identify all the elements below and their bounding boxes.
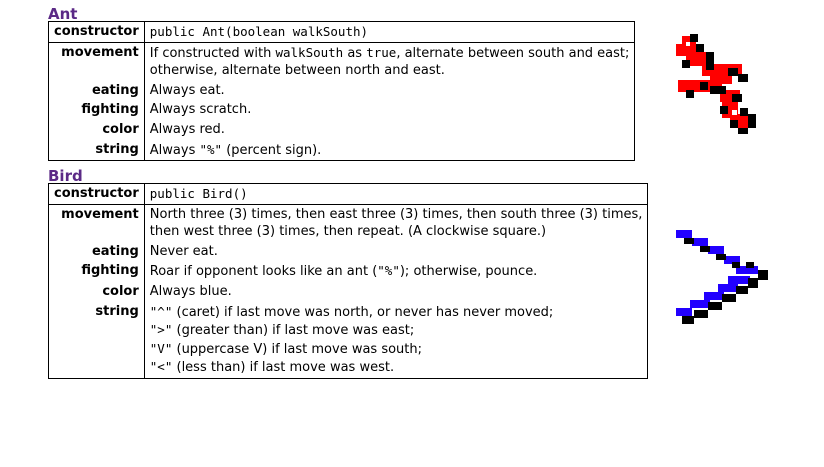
bird-fighting-key: fighting	[49, 261, 145, 282]
bird-string-code-less: "<"	[149, 359, 173, 375]
bird-fighting-row	[49, 261, 648, 282]
ant-fighting-row	[49, 100, 635, 120]
bird-section-title: Bird	[48, 167, 83, 185]
bird-string-line-3: (uppercase V) if last move was south;	[172, 341, 423, 357]
ant-fighting-key: fighting	[49, 100, 145, 120]
ant-movement-code-walksouth: walkSouth	[275, 44, 344, 60]
bird-fighting-value	[144, 261, 648, 282]
ant-string-code: "%"	[199, 141, 223, 157]
bird-color-key: color	[49, 282, 145, 302]
ant-string-value	[144, 140, 635, 161]
bird-string-line-4: (less than) if last move was west.	[172, 360, 395, 376]
bird-string-code-caret: "^"	[149, 303, 173, 319]
bird-fighting-code: "%"	[377, 263, 400, 279]
ant-constructor-row	[49, 22, 635, 43]
ant-string-row	[49, 140, 635, 161]
bird-string-code-greater: ">"	[149, 322, 173, 338]
ant-color-key: color	[49, 120, 145, 140]
ant-movement-key: movement	[49, 42, 145, 81]
bird-string-value	[144, 302, 648, 379]
ant-section-title: Ant	[48, 5, 78, 23]
ant-constructor-value: public Ant(boolean walkSouth)	[144, 22, 635, 43]
ant-string-post: (percent sign).	[222, 142, 322, 158]
bird-movement-key: movement	[49, 204, 145, 242]
bird-spec-table	[48, 183, 648, 379]
bird-movement-row	[49, 204, 648, 242]
ant-string-key: string	[49, 140, 145, 161]
ant-constructor-key: constructor	[49, 22, 145, 43]
bird-movement-value	[144, 204, 648, 242]
bird-string-line-1: (caret) if last move was north, or never has never moved;	[172, 304, 554, 320]
bird-string-key: string	[49, 302, 145, 379]
bird-color-row	[49, 282, 648, 302]
ant-movement-text-2: as	[343, 45, 367, 61]
bird-fighting-post: ); otherwise, pounce.	[399, 264, 538, 280]
ant-spec-table	[48, 21, 635, 161]
ant-color-value: Always red.	[149, 121, 225, 137]
ant-movement-code-true: true	[366, 44, 397, 60]
ant-movement-text-4: otherwise, alternate between north and east.	[149, 63, 445, 79]
ant-movement-text-3: , alternate between south and east;	[396, 45, 630, 61]
bird-string-row	[49, 302, 648, 379]
ant-fighting-value: Always scratch.	[149, 102, 252, 118]
bird-constructor-row	[49, 184, 648, 205]
bird-fighting-pre: Roar if opponent looks like an ant (	[149, 264, 378, 280]
bird-constructor-value: public Bird()	[144, 184, 648, 205]
ant-movement-text-1: If constructed with	[149, 45, 276, 61]
bird-constructor-key: constructor	[49, 184, 145, 205]
bird-movement-line-1: North three (3) times, then east three (3) times, then south three (3) times,	[149, 206, 643, 222]
bird-color-value: Always blue.	[149, 283, 232, 299]
ant-string-pre: Always	[149, 142, 200, 158]
bird-eating-row	[49, 242, 648, 262]
ant-sprite-icon	[672, 30, 764, 140]
bird-string-code-v: "V"	[149, 340, 173, 356]
bird-eating-value: Never eat.	[149, 243, 218, 259]
bird-string-line-2: (greater than) if last move was east;	[172, 323, 415, 339]
ant-eating-row	[49, 81, 635, 101]
bird-sprite-icon	[674, 228, 774, 326]
ant-eating-key: eating	[49, 81, 145, 101]
ant-movement-row	[49, 42, 635, 81]
bird-eating-key: eating	[49, 242, 145, 262]
ant-eating-value: Always eat.	[149, 82, 225, 98]
ant-movement-value	[144, 42, 635, 81]
ant-color-row	[49, 120, 635, 140]
bird-movement-line-2: then west three (3) times, then repeat. (A clockwise square.)	[149, 224, 547, 240]
